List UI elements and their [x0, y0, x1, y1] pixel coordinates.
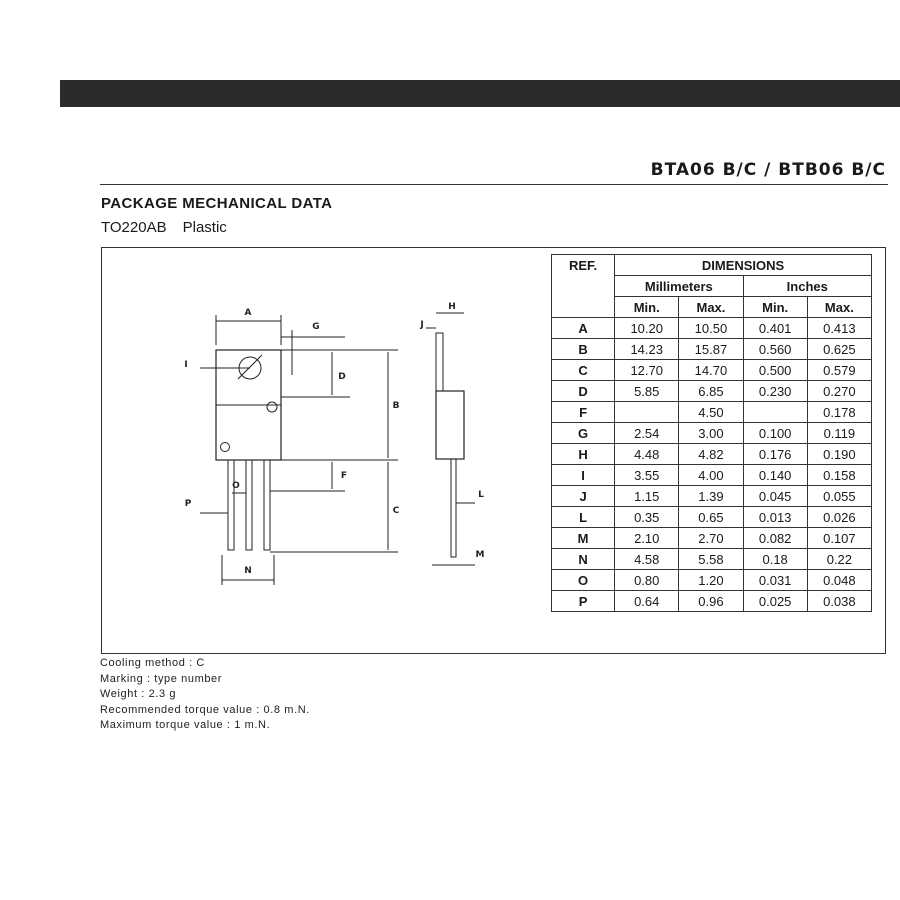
top-bar — [60, 80, 900, 107]
package-name: TO220AB — [101, 219, 167, 236]
label-j: J — [420, 320, 424, 330]
table-row: B 14.23 15.87 0.560 0.625 — [552, 339, 872, 360]
side-tab — [436, 333, 443, 391]
label-n: N — [244, 566, 252, 576]
inch-header: Inches — [743, 276, 871, 297]
table-row: N 4.58 5.58 0.18 0.22 — [552, 549, 872, 570]
lead-right — [264, 460, 270, 550]
in-max-header: Max. — [807, 297, 871, 318]
label-g: G — [312, 322, 320, 332]
label-d: D — [338, 372, 346, 382]
table-row: J 1.15 1.39 0.045 0.055 — [552, 486, 872, 507]
package-line — [101, 219, 243, 236]
side-body — [436, 391, 464, 459]
pin1-marker — [221, 443, 230, 452]
note-maximum-torque: Maximum torque value : 1 m.N. — [100, 719, 271, 731]
label-h: H — [448, 302, 456, 312]
mm-header: Millimeters — [615, 276, 743, 297]
table-row: I 3.55 4.00 0.140 0.158 — [552, 465, 872, 486]
dimensions-table — [551, 254, 872, 612]
package-notes — [100, 656, 310, 734]
label-a: A — [244, 308, 252, 318]
table-row: A 10.20 10.50 0.401 0.413 — [552, 318, 872, 339]
label-p: P — [184, 499, 192, 509]
title-rule — [100, 184, 888, 185]
label-l: L — [478, 490, 484, 500]
in-min-header: Min. — [743, 297, 807, 318]
note-cooling: Cooling method : C — [100, 657, 205, 669]
note-weight: Weight : 2.3 g — [100, 688, 177, 700]
table-row: D 5.85 6.85 0.230 0.270 — [552, 381, 872, 402]
label-o: O — [232, 481, 240, 491]
ref-header: REF. — [552, 255, 615, 318]
label-c: C — [392, 506, 400, 516]
side-lead — [451, 459, 456, 557]
package-material: Plastic — [182, 219, 227, 236]
table-row: L 0.35 0.65 0.013 0.026 — [552, 507, 872, 528]
package-drawing — [170, 295, 515, 595]
table-row: O 0.80 1.20 0.031 0.048 — [552, 570, 872, 591]
section-title: PACKAGE MECHANICAL DATA — [101, 195, 333, 212]
lead-center — [246, 460, 252, 550]
dimensions-header: DIMENSIONS — [615, 255, 872, 276]
note-marking: Marking : type number — [100, 672, 223, 685]
doc-title: BTA06 B/C / BTB06 B/C — [650, 160, 886, 180]
table-row: P 0.64 0.96 0.025 0.038 — [552, 591, 872, 612]
label-b: B — [392, 401, 400, 411]
table-row: C 12.70 14.70 0.500 0.579 — [552, 360, 872, 381]
note-recommended-torque: Recommended torque value : 0.8 m.N. — [100, 703, 310, 716]
label-i: I — [184, 360, 188, 370]
label-m: M — [475, 550, 485, 560]
table-row: F 4.50 0.178 — [552, 402, 872, 423]
table-row: G 2.54 3.00 0.100 0.119 — [552, 423, 872, 444]
table-row: H 4.48 4.82 0.176 0.190 — [552, 444, 872, 465]
label-f: F — [340, 471, 348, 481]
marker-circle — [267, 402, 277, 412]
mm-max-header: Max. — [679, 297, 743, 318]
lead-left — [228, 460, 234, 550]
table-row: M 2.10 2.70 0.082 0.107 — [552, 528, 872, 549]
mm-min-header: Min. — [615, 297, 679, 318]
